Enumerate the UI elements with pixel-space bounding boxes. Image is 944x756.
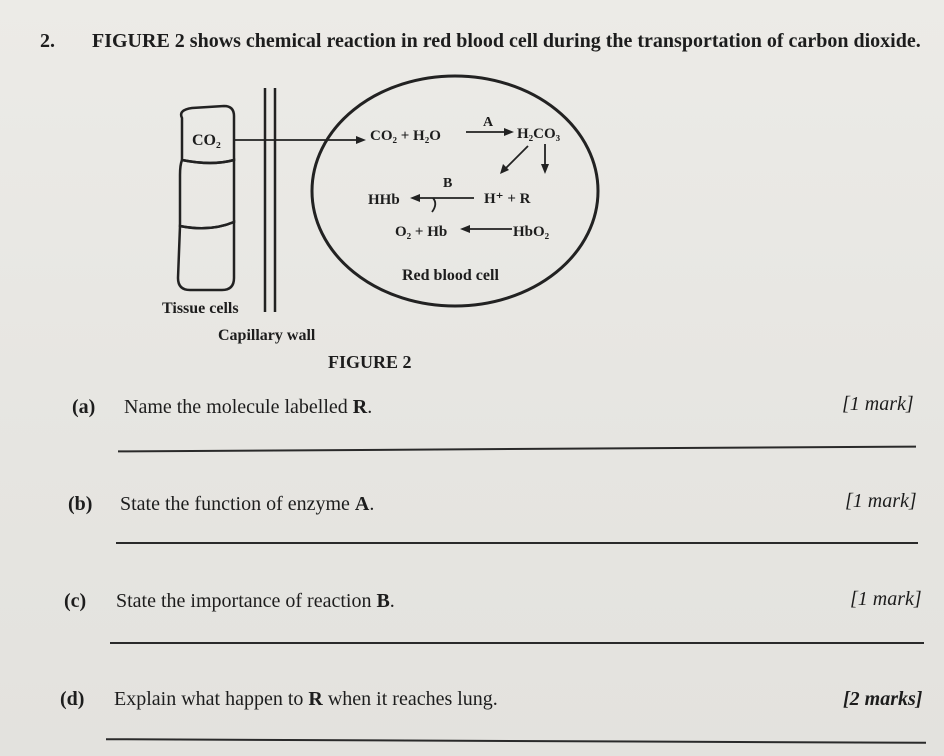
dissociation-arrow-down-head [541,164,549,174]
part-c-question: State the importance of reaction B. [116,590,395,612]
reaction-b-arrow-head [410,194,420,202]
figure-caption: FIGURE 2 [328,352,412,372]
part-d-marks: [2 marks] [843,688,923,710]
h-plus-r-label: H⁺ + R [484,191,531,207]
question-number: 2. [40,30,55,52]
reaction-b-label: B [443,176,453,191]
part-d-label: (d) [60,688,85,710]
tissue-cell-2 [180,160,234,228]
part-c-label: (c) [64,590,87,612]
o2-hb-label: O₂ + Hb [395,224,448,240]
hbo2-label: HbO₂ [513,224,550,240]
part-a-marks: [1 mark] [842,393,914,415]
reaction-1-product: H₂CO₃ [517,126,561,142]
tissue-cells-label: Tissue cells [162,300,239,317]
enzyme-a-label: A [483,115,494,130]
reaction-1-reactants: CO₂ + H₂O [370,128,441,144]
part-a-question: Name the molecule labelled R. [124,396,373,418]
co2-arrow-head [356,136,366,144]
release-arrow-head [460,225,470,233]
part-d-question: Explain what happen to R when it reaches lung. [114,688,498,710]
co2-tissue-label: CO₂ [192,132,221,149]
reaction-a-arrow-head [504,128,514,136]
dissociation-arrow-diagonal [504,146,528,170]
part-b-marks: [1 mark] [845,490,917,512]
part-a-label: (a) [72,396,96,418]
part-c-answer-line[interactable] [110,642,924,644]
tissue-cell-3 [178,222,234,290]
part-b-question: State the function of enzyme A. [120,493,375,515]
capillary-wall-label: Capillary wall [218,327,316,344]
red-blood-cell-label: Red blood cell [402,267,499,284]
question-text: FIGURE 2 shows chemical reaction in red blood cell during the transportation of carbon dioxide. [92,30,921,52]
hhb-label: HHb [368,192,400,208]
part-c-marks: [1 mark] [850,588,922,610]
part-b-answer-line[interactable] [116,542,918,544]
reaction-b-branch [432,198,435,212]
part-b-label: (b) [68,493,93,515]
